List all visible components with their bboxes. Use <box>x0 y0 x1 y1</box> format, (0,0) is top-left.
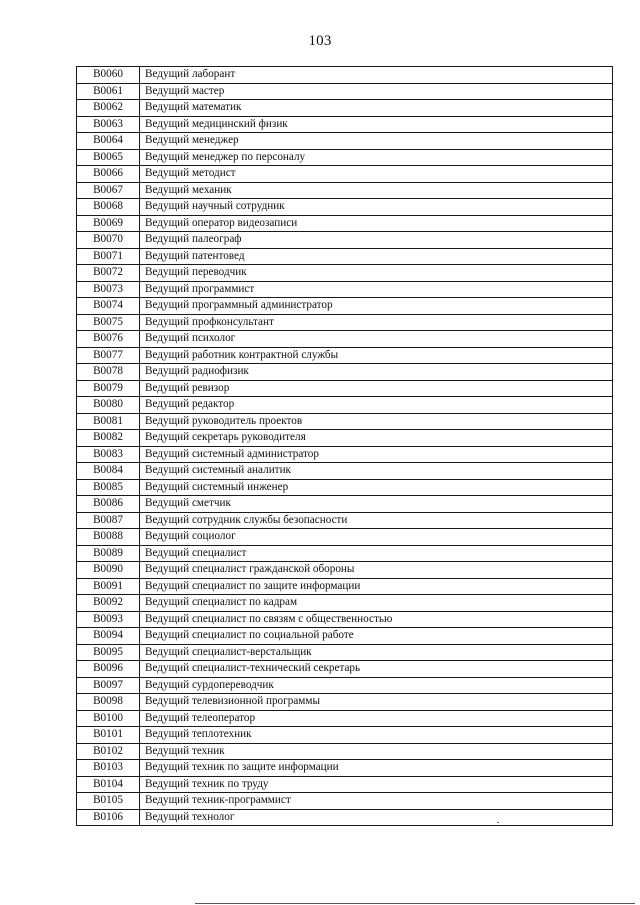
occupation-code-cell: B0069 <box>77 215 140 232</box>
table-row <box>77 512 613 529</box>
table-row <box>77 116 613 133</box>
occupation-name-cell: Ведущий психолог <box>140 331 613 348</box>
table-row <box>77 479 613 496</box>
occupation-code-cell: B0078 <box>77 364 140 381</box>
table-row <box>77 232 613 249</box>
occupation-code-cell: B0073 <box>77 281 140 298</box>
occupation-name-cell: Ведущий техник по труду <box>140 776 613 793</box>
occupation-name-cell: Ведущий научный сотрудник <box>140 199 613 216</box>
bottom-edge-line <box>195 903 635 904</box>
occupation-code-cell: B0082 <box>77 430 140 447</box>
table-row <box>77 743 613 760</box>
occupation-name-cell: Ведущий специалист по защите информации <box>140 578 613 595</box>
occupation-code-cell: B0068 <box>77 199 140 216</box>
occupation-name-cell: Ведущий радиофизик <box>140 364 613 381</box>
table-row <box>77 133 613 150</box>
table-row <box>77 661 613 678</box>
table-row <box>77 413 613 430</box>
occupation-code-table <box>76 66 613 826</box>
table-row <box>77 265 613 282</box>
occupation-name-cell: Ведущий сурдопереводчик <box>140 677 613 694</box>
occupation-code-cell: B0061 <box>77 83 140 100</box>
occupation-code-cell: B0089 <box>77 545 140 562</box>
table-row <box>77 380 613 397</box>
occupation-code-cell: B0101 <box>77 727 140 744</box>
table-row <box>77 182 613 199</box>
table-row <box>77 694 613 711</box>
table-row <box>77 314 613 331</box>
occupation-name-cell: Ведущий специалист по связям с общественностью <box>140 611 613 628</box>
occupation-name-cell: Ведущий специалист по кадрам <box>140 595 613 612</box>
occupation-name-cell: Ведущий методист <box>140 166 613 183</box>
occupation-code-cell: B0067 <box>77 182 140 199</box>
table-row <box>77 166 613 183</box>
table-row <box>77 397 613 414</box>
occupation-name-cell: Ведущий сотрудник службы безопасности <box>140 512 613 529</box>
occupation-code-cell: B0098 <box>77 694 140 711</box>
table-row <box>77 298 613 315</box>
occupation-code-cell: B0094 <box>77 628 140 645</box>
occupation-name-cell: Ведущий работник контрактной службы <box>140 347 613 364</box>
occupation-code-cell: B0097 <box>77 677 140 694</box>
table-row <box>77 529 613 546</box>
table-body <box>77 67 613 826</box>
scan-speck <box>497 822 499 823</box>
occupation-code-cell: B0105 <box>77 793 140 810</box>
occupation-code-cell: B0091 <box>77 578 140 595</box>
occupation-code-cell: B0080 <box>77 397 140 414</box>
occupation-name-cell: Ведущий сметчик <box>140 496 613 513</box>
occupation-name-cell: Ведущий программист <box>140 281 613 298</box>
table-row <box>77 215 613 232</box>
occupation-code-cell: B0066 <box>77 166 140 183</box>
occupation-name-cell: Ведущий теплотехник <box>140 727 613 744</box>
table-row <box>77 248 613 265</box>
occupation-code-cell: B0062 <box>77 100 140 117</box>
table-row <box>77 578 613 595</box>
occupation-name-cell: Ведущий палеограф <box>140 232 613 249</box>
occupation-code-cell: B0096 <box>77 661 140 678</box>
table-row <box>77 595 613 612</box>
occupation-code-cell: B0079 <box>77 380 140 397</box>
occupation-name-cell: Ведущий патентовед <box>140 248 613 265</box>
table-row <box>77 496 613 513</box>
table-row <box>77 628 613 645</box>
occupation-name-cell: Ведущий менеджер по персоналу <box>140 149 613 166</box>
table-row <box>77 710 613 727</box>
table-row <box>77 793 613 810</box>
occupation-code-cell: B0076 <box>77 331 140 348</box>
occupation-code-cell: B0106 <box>77 809 140 826</box>
table-row <box>77 760 613 777</box>
table-row <box>77 446 613 463</box>
occupation-name-cell: Ведущий секретарь руководителя <box>140 430 613 447</box>
occupation-code-cell: B0100 <box>77 710 140 727</box>
occupation-name-cell: Ведущий переводчик <box>140 265 613 282</box>
table-row <box>77 100 613 117</box>
table-row <box>77 430 613 447</box>
occupation-code-cell: B0064 <box>77 133 140 150</box>
occupation-name-cell: Ведущий телеоператор <box>140 710 613 727</box>
table-row <box>77 364 613 381</box>
occupation-code-cell: B0092 <box>77 595 140 612</box>
occupation-code-cell: B0102 <box>77 743 140 760</box>
occupation-code-cell: B0074 <box>77 298 140 315</box>
table-row <box>77 677 613 694</box>
occupation-name-cell: Ведущий профконсультант <box>140 314 613 331</box>
table-row <box>77 331 613 348</box>
occupation-name-cell: Ведущий механик <box>140 182 613 199</box>
table-row <box>77 809 613 826</box>
occupation-name-cell: Ведущий социолог <box>140 529 613 546</box>
occupation-name-cell: Ведущий мастер <box>140 83 613 100</box>
occupation-name-cell: Ведущий менеджер <box>140 133 613 150</box>
occupation-code-cell: B0084 <box>77 463 140 480</box>
table-row <box>77 727 613 744</box>
table-row <box>77 776 613 793</box>
table-row <box>77 611 613 628</box>
table-row <box>77 83 613 100</box>
occupation-name-cell: Ведущий системный инженер <box>140 479 613 496</box>
occupation-name-cell: Ведущий лаборант <box>140 67 613 84</box>
occupation-code-cell: B0075 <box>77 314 140 331</box>
occupation-code-cell: B0088 <box>77 529 140 546</box>
occupation-code-cell: B0077 <box>77 347 140 364</box>
occupation-name-cell: Ведущий системный аналитик <box>140 463 613 480</box>
occupation-code-cell: B0090 <box>77 562 140 579</box>
occupation-name-cell: Ведущий программный администратор <box>140 298 613 315</box>
occupation-code-cell: B0087 <box>77 512 140 529</box>
occupation-code-cell: B0060 <box>77 67 140 84</box>
table-row <box>77 281 613 298</box>
occupation-code-cell: B0083 <box>77 446 140 463</box>
occupation-name-cell: Ведущий медицинский физик <box>140 116 613 133</box>
occupation-code-cell: B0070 <box>77 232 140 249</box>
occupation-name-cell: Ведущий техник-программист <box>140 793 613 810</box>
occupation-code-cell: B0071 <box>77 248 140 265</box>
occupation-name-cell: Ведущий технолог <box>140 809 613 826</box>
occupation-code-cell: B0104 <box>77 776 140 793</box>
table-row <box>77 463 613 480</box>
occupation-code-cell: B0085 <box>77 479 140 496</box>
occupation-code-cell: B0072 <box>77 265 140 282</box>
occupation-code-cell: B0081 <box>77 413 140 430</box>
table-row <box>77 562 613 579</box>
table-row <box>77 545 613 562</box>
table-row <box>77 644 613 661</box>
occupation-code-cell: B0093 <box>77 611 140 628</box>
occupation-name-cell: Ведущий руководитель проектов <box>140 413 613 430</box>
occupation-code-cell: B0063 <box>77 116 140 133</box>
occupation-name-cell: Ведущий ревизор <box>140 380 613 397</box>
occupation-name-cell: Ведущий техник <box>140 743 613 760</box>
occupation-name-cell: Ведущий техник по защите информации <box>140 760 613 777</box>
occupation-code-cell: B0086 <box>77 496 140 513</box>
occupation-name-cell: Ведущий специалист <box>140 545 613 562</box>
occupation-name-cell: Ведущий телевизионной программы <box>140 694 613 711</box>
table-row <box>77 347 613 364</box>
occupation-name-cell: Ведущий специалист по социальной работе <box>140 628 613 645</box>
table-row <box>77 67 613 84</box>
occupation-name-cell: Ведущий специалист-технический секретарь <box>140 661 613 678</box>
occupation-name-cell: Ведущий редактор <box>140 397 613 414</box>
page-number: 103 <box>308 33 332 49</box>
occupation-code-cell: B0065 <box>77 149 140 166</box>
occupation-name-cell: Ведущий математик <box>140 100 613 117</box>
occupation-name-cell: Ведущий системный администратор <box>140 446 613 463</box>
occupation-name-cell: Ведущий специалист гражданской обороны <box>140 562 613 579</box>
occupation-code-cell: B0103 <box>77 760 140 777</box>
table-row <box>77 199 613 216</box>
occupation-name-cell: Ведущий специалист-верстальщик <box>140 644 613 661</box>
occupation-name-cell: Ведущий оператор видеозаписи <box>140 215 613 232</box>
table-row <box>77 149 613 166</box>
occupation-code-cell: B0095 <box>77 644 140 661</box>
